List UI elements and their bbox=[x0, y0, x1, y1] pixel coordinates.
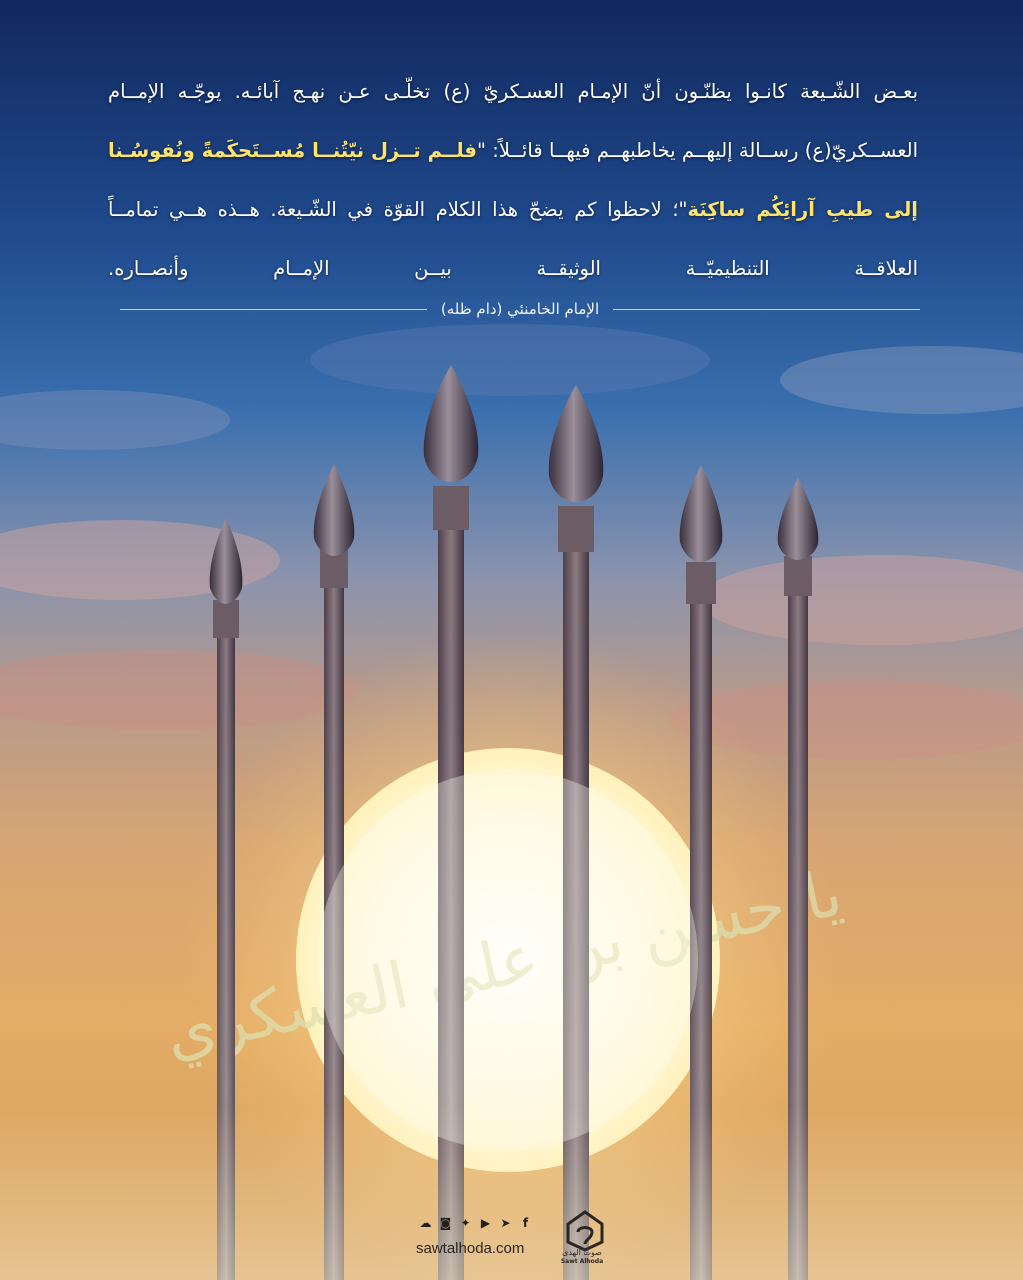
social-icons bbox=[418, 1216, 533, 1231]
quote-highlight: فلــم تــزل نيّتُنــا مُســتَحكَمةً ونُفوسُـنا إلى طيبِ آرائِكُم ساكِنَة bbox=[108, 139, 918, 221]
telegram-icon[interactable]: ➤ bbox=[500, 1216, 511, 1230]
quote-part-1: بعـض الشّـيعة كانـوا يظنّـون أنّ الإمـام العسـكريّ (ع) تخلّـى عـن نهـج آبائـه. يوجّـه الإمــام العســكريّ(ع) رســالة إليهــم يخاطبهــم فيهــا قائــلاً: " bbox=[108, 80, 919, 162]
attribution bbox=[120, 296, 920, 322]
soundcloud-icon[interactable]: ☁ bbox=[419, 1216, 432, 1230]
quote-text bbox=[108, 62, 918, 298]
quote-part-2: "؛ لاحظوا كم يضحّ هذا الكلام القوّة في الشّـيعة. هــذه هــي تمامــاً العلاقــة التنظيميّــة الوثيقــة بيــن الإمــام وأنصــاره. bbox=[108, 198, 918, 280]
twitter-icon[interactable]: ✦ bbox=[460, 1216, 471, 1230]
attribution-divider bbox=[613, 309, 920, 310]
youtube-icon[interactable]: ▶ bbox=[480, 1216, 491, 1230]
website-link[interactable]: sawtalhoda.com bbox=[416, 1240, 525, 1257]
facebook-icon[interactable]: f bbox=[522, 1216, 529, 1230]
logo-english-text: Sawt Alhoda bbox=[560, 1258, 604, 1265]
attribution-divider bbox=[120, 309, 427, 310]
logo-arabic-text: صوت الهدى bbox=[562, 1248, 602, 1257]
instagram-icon[interactable]: ◙ bbox=[439, 1216, 452, 1230]
attribution-name: الإمام الخامنئي (دام ظله) bbox=[440, 300, 600, 318]
footer bbox=[410, 1208, 610, 1268]
